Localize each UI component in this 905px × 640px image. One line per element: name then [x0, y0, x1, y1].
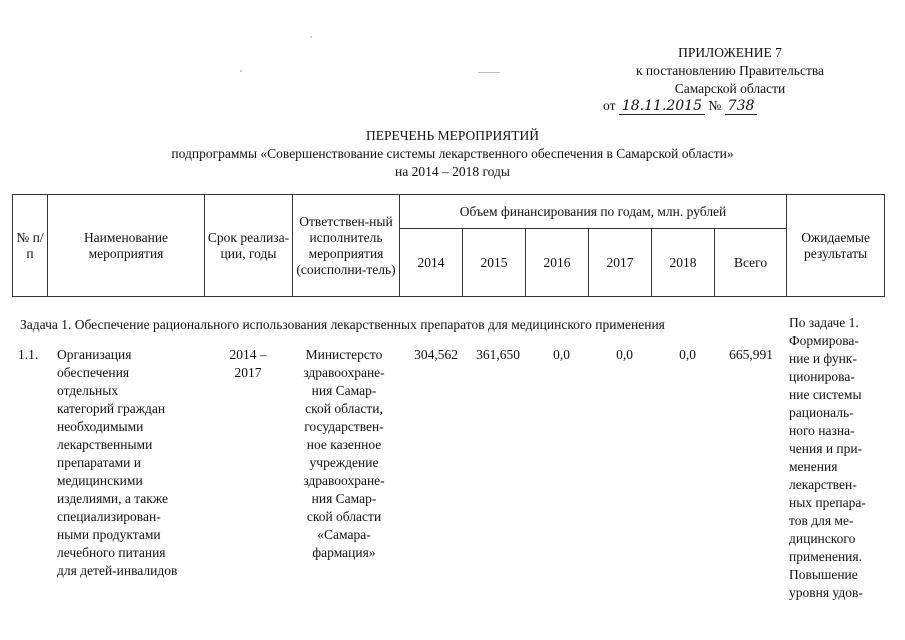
text-line: здравоохране-	[303, 473, 385, 488]
annex-date-line	[603, 98, 757, 114]
text-line: уровня удов-	[789, 585, 863, 600]
header-name: Наименование мероприятия	[48, 195, 205, 297]
header-year-2015: 2015	[463, 229, 526, 297]
header-num: № п/п	[13, 195, 48, 297]
header-total: Всего	[715, 229, 787, 297]
text-line: препаратами и	[57, 455, 141, 470]
header-responsible: Ответствен-ный исполнитель мероприятия (соисполни-тель)	[293, 195, 400, 297]
annex-title: ПРИЛОЖЕНИЕ 7	[678, 45, 782, 60]
header-year-2014: 2014	[400, 229, 463, 297]
text-line: специализирован-	[57, 509, 161, 524]
text-line: для детей-инвалидов	[57, 563, 178, 578]
text-line: ской области,	[305, 401, 383, 416]
document-years: на 2014 – 2018 годы	[395, 164, 510, 179]
row-name	[57, 346, 207, 580]
task-row: Задача 1. Обеспечение рационального использования лекарственных препаратов для медицинского применения	[20, 317, 665, 332]
value-total: 665,991	[729, 347, 773, 362]
text-line: ными продуктами	[57, 527, 161, 542]
text-line: Повышение	[789, 567, 858, 582]
handwritten-date: 18.11.2015	[619, 98, 705, 115]
value-2014: 304,562	[414, 347, 458, 362]
text-line: чения и при-	[789, 441, 863, 456]
text-line: менения	[789, 459, 838, 474]
text-line: государствен-	[304, 419, 384, 434]
text-line: ного назна-	[789, 423, 855, 438]
text-line: Организация	[57, 347, 132, 362]
handwritten-number: 738	[725, 98, 758, 115]
text-line: ционирова-	[789, 369, 855, 384]
scan-speck	[478, 72, 500, 73]
text-line: категорий граждан	[57, 401, 166, 416]
text-line: изделиями, а также	[57, 491, 168, 506]
number-prefix: №	[708, 98, 722, 113]
scan-speck	[240, 70, 242, 72]
header-funding: Объем финансирования по годам, млн. рублей	[400, 195, 787, 229]
text-line: Министерсто	[305, 347, 383, 362]
header-year-2017: 2017	[589, 229, 652, 297]
header-year-2016: 2016	[526, 229, 589, 297]
text-line: ние и функ-	[789, 351, 857, 366]
text-line: ное казенное	[306, 437, 382, 452]
text-line: «Самара-	[317, 527, 371, 542]
text-line: лекарственными	[57, 437, 153, 452]
scan-speck	[310, 36, 312, 38]
value-2016: 0,0	[553, 347, 570, 362]
text-line: лекарствен-	[789, 477, 857, 492]
value-2015: 361,650	[476, 347, 520, 362]
text-line: лечебного питания	[57, 545, 166, 560]
text-line: здравоохране-	[303, 365, 385, 380]
text-line: рациональ-	[789, 405, 854, 420]
header-year-2018: 2018	[652, 229, 715, 297]
date-prefix: от	[603, 98, 616, 113]
text-line: ния Самар-	[311, 383, 377, 398]
text-line: ния Самар-	[311, 491, 377, 506]
text-line: отдельных	[57, 383, 119, 398]
row-num: 1.1.	[18, 347, 39, 362]
text-line: ных препара-	[789, 495, 866, 510]
text-line: применения.	[789, 549, 862, 564]
text-line: учреждение	[309, 455, 379, 470]
annex-line-1: к постановлению Правительства	[635, 63, 825, 78]
text-line: медицинскими	[57, 473, 143, 488]
text-line: фармация»	[312, 545, 376, 560]
annex-line-2: Самарской области	[674, 81, 786, 96]
text-line: ской области	[306, 509, 382, 524]
text-line: обеспечения	[57, 365, 130, 380]
text-line: 2014 –	[229, 347, 267, 362]
row-responsible	[292, 346, 396, 562]
value-2018: 0,0	[679, 347, 696, 362]
document-title: ПЕРЕЧЕНЬ МЕРОПРИЯТИЙ	[365, 128, 540, 143]
text-line: тов для ме-	[789, 513, 854, 528]
value-2017: 0,0	[616, 347, 633, 362]
header-results: Ожидаемые результаты	[787, 195, 885, 297]
text-line: Формирова-	[789, 333, 859, 348]
text-line: По задаче 1.	[789, 315, 859, 330]
document-subtitle: подпрограммы «Совершенствование системы лекарственного обеспечения в Самарской области»	[171, 146, 734, 161]
measures-table-header	[12, 194, 885, 297]
text-line: дицинского	[789, 531, 856, 546]
text-line: необходимыми	[57, 419, 144, 434]
text-line: 2017	[234, 365, 262, 380]
row-term	[210, 346, 286, 382]
row-results	[789, 314, 883, 602]
header-term: Срок реализа-ции, годы	[205, 195, 293, 297]
text-line: ние системы	[789, 387, 862, 402]
